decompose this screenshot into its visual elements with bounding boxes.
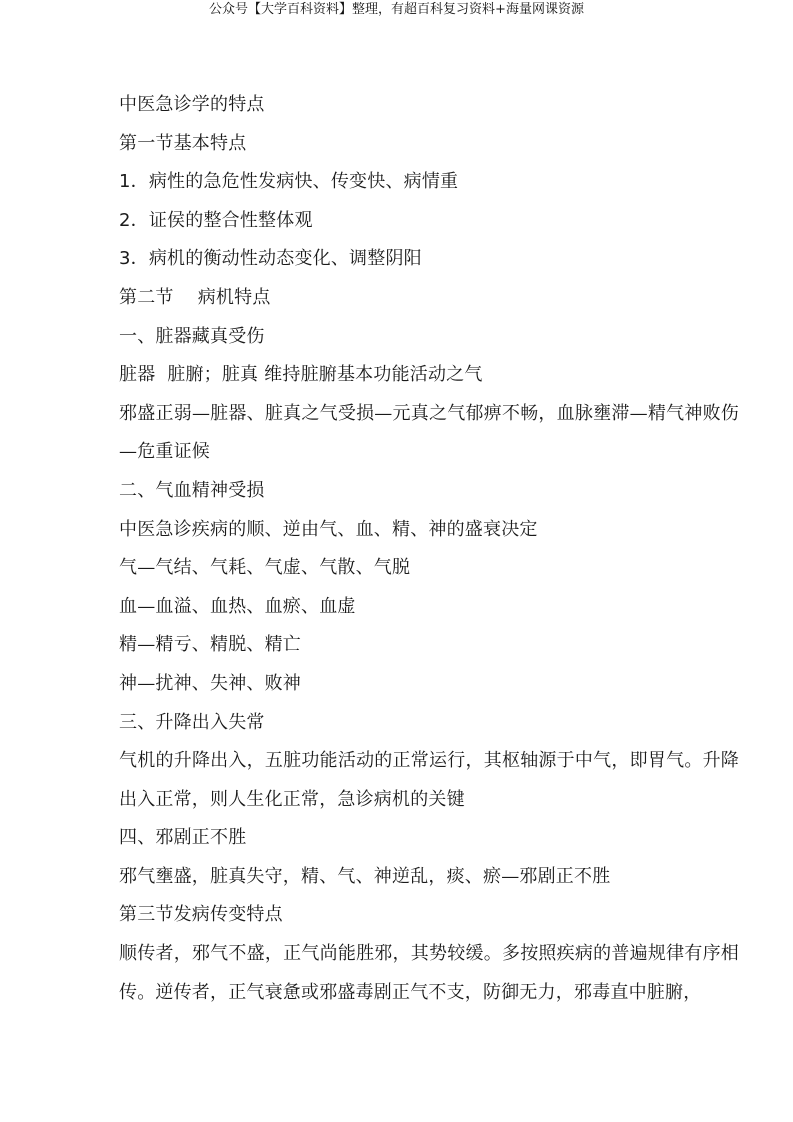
paragraph: 邪盛正弱—脏器、脏真之气受损—元真之气郁痹不畅，血脉壅滞—精气神败伤—危重证候 <box>119 402 739 463</box>
section-3-heading: 第三节发病传变特点 <box>119 904 283 926</box>
paragraph: 气—气结、气耗、气虚、气散、气脱 <box>119 557 411 579</box>
paragraph: 血—血溢、血热、血瘀、血虚 <box>119 595 356 617</box>
paragraph: 邪气壅盛，脏真失守，精、气、神逆乱，痰、瘀—邪剧正不胜 <box>119 865 611 887</box>
page-header-banner: 公众号【大学百科资料】整理，有超百科复习资料+海量网课资源 <box>209 2 584 17</box>
list-item-number: 2． <box>119 209 149 231</box>
document-title: 中医急诊学的特点 <box>119 94 265 115</box>
subsection-heading: 三、升降出入失常 <box>119 711 265 733</box>
paragraph: 精—精亏、精脱、精亡 <box>119 634 301 656</box>
list-item <box>119 163 739 202</box>
subsection-heading: 二、气血精神受损 <box>119 479 265 501</box>
list-item <box>119 240 739 279</box>
section-1-heading: 第一节基本特点 <box>119 132 247 154</box>
paragraph: 神—扰神、失神、败神 <box>119 672 301 694</box>
subsection-heading: 一、脏器藏真受伤 <box>119 325 265 347</box>
list-item-text: 病性的急危性发病快、传变快、病情重 <box>148 171 459 193</box>
paragraph: 中医急诊疾病的顺、逆由气、血、精、神的盛衰决定 <box>119 518 538 540</box>
list-item-number: 1． <box>119 171 149 193</box>
list-item-number: 3． <box>119 248 149 270</box>
list-item-text: 证侯的整合性整体观 <box>148 209 313 231</box>
subsection-heading: 四、邪剧正不胜 <box>119 827 247 849</box>
paragraph: 气机的升降出入，五脏功能活动的正常运行，其枢轴源于中气，即胃气。升降出入正常，则人生化正常，急诊病机的关键 <box>119 750 739 810</box>
section-2-heading: 第二节 病机特点 <box>119 286 271 308</box>
document-body <box>119 86 739 1012</box>
list-item-text: 病机的衡动性动态变化、调整阴阳 <box>148 248 422 270</box>
paragraph: 脏器 脏腑；脏真 维持脏腑基本功能活动之气 <box>119 364 483 386</box>
paragraph: 顺传者，邪气不盛，正气尚能胜邪，其势较缓。多按照疾病的普遍规律有序相传。逆传者，正气衰惫或邪盛毒剧正气不支，防御无力，邪毒直中脏腑， <box>119 943 739 1003</box>
list-item <box>119 202 739 241</box>
